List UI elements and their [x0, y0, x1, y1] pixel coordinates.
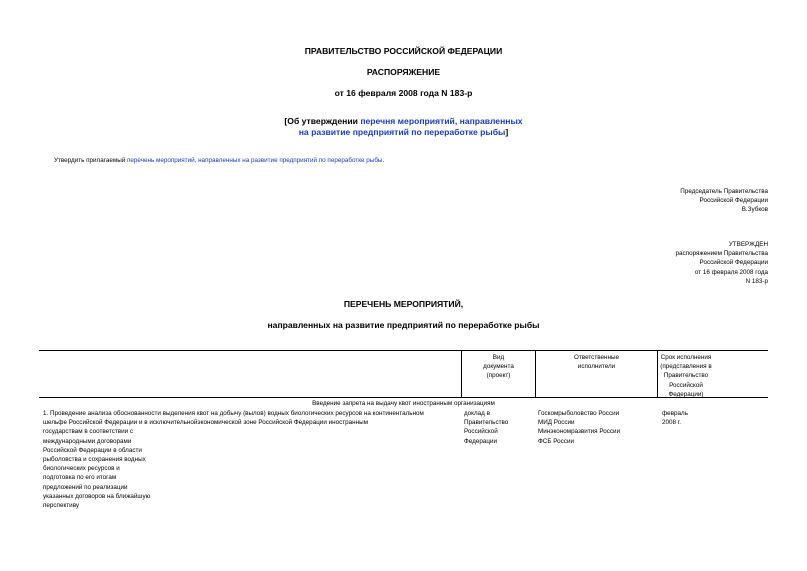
doc-type-text: доклад в	[464, 410, 490, 417]
header-text: Вид	[492, 354, 505, 361]
measure-text: перспективу	[43, 502, 80, 510]
deadline-text: февраль	[662, 410, 688, 417]
measure-text: биологических ресурсов и	[43, 465, 120, 473]
header-text: (проект)	[486, 372, 511, 380]
document-type: РАСПОРЯЖЕНИЕ	[366, 67, 441, 77]
executor-text: ФСБ России	[538, 437, 574, 445]
measure-text: подготовка по его итогам	[43, 474, 117, 482]
signature-line: Председатель Правительства	[680, 188, 768, 195]
executor-text: Минэкономразвития России	[538, 428, 621, 436]
doc-type-text: Федерации	[464, 437, 497, 445]
signature-name: В.Зубков	[741, 206, 768, 214]
subject-close-bracket: ]	[505, 127, 509, 137]
doc-type-text: Российской	[464, 428, 498, 436]
body-paragraph	[54, 156, 384, 165]
body-prefix: Утвердить прилагаемый	[54, 157, 128, 164]
header-deadline	[658, 353, 714, 399]
header-text: документа	[483, 363, 514, 371]
subject-open-bracket: [Об утверждении	[284, 116, 361, 126]
signature-block	[680, 187, 768, 215]
government-title: ПРАВИТЕЛЬСТВО РОССИЙСКОЙ ФЕДЕРАЦИИ	[304, 46, 503, 56]
measure-text: Российской Федерации в области	[43, 446, 142, 454]
document-date: от 16 февраля 2008 года N 183-р	[334, 88, 473, 98]
list-title: ПЕРЕЧЕНЬ МЕРОПРИЯТИЙ,	[343, 299, 464, 309]
subject-link-line2[interactable]: на развитие предприятий по переработке рыбы	[298, 127, 506, 137]
measure-text: 1. Проведение анализа обоснованности выделения квот на добычу (вылов) водных биологических ресурсов на континентальном	[43, 410, 424, 417]
executor-text: Госкомрыболовство России	[538, 410, 620, 417]
row-doc-type	[464, 409, 534, 446]
approval-line: N 183-р	[745, 277, 768, 285]
header-text: Ответственные	[574, 354, 619, 361]
row-executors	[538, 409, 656, 446]
executor-text: МИД России	[538, 419, 575, 427]
doc-type-text: Правительство	[464, 419, 509, 427]
header-executors	[536, 353, 657, 371]
header-text: Срок исполнения	[660, 354, 712, 361]
approval-line: УТВЕРЖДЕН	[728, 241, 768, 248]
measure-text: рыболовства и сохранения водных	[43, 456, 146, 464]
body-link[interactable]: перечень мероприятий, направленных на развитие предприятий по переработке рыбы	[127, 157, 383, 164]
subject-link-line1[interactable]: перечня мероприятий, направленных	[360, 116, 523, 126]
approval-block	[676, 240, 768, 286]
header-doc-type	[462, 353, 535, 381]
measure-text: указанных договоров на ближайшую	[43, 492, 151, 500]
deadline-text: 2008 г.	[662, 419, 682, 427]
row-deadline	[662, 409, 722, 427]
header-text: Правительство	[663, 372, 709, 380]
approval-line: Российской Федерации	[699, 259, 768, 267]
approval-line: от 16 февраля 2008 года	[694, 268, 768, 276]
header-text: (представления в	[660, 363, 712, 371]
document-subject	[0, 116, 807, 138]
table-row	[43, 409, 463, 510]
list-subtitle: направленных на развитие предприятий по переработке рыбы	[267, 320, 540, 330]
body-suffix: .	[382, 157, 385, 164]
approval-line: распоряжением Правительства	[675, 250, 768, 258]
table-section-title: Введение запрета на выдачу квот иностранным организациям	[312, 400, 495, 407]
header-text: Российской	[669, 381, 703, 389]
measure-text: шельфе Российской Федерации и в исключительнойэкономической зоне Российской Федерации иностранным	[43, 419, 368, 427]
header-text: исполнители	[577, 363, 616, 371]
table-top-border	[39, 350, 768, 351]
measure-text: государствам в соответствии с	[43, 428, 134, 436]
measure-text: международными договорами	[43, 437, 132, 445]
measure-text: предложений по реализации	[43, 483, 128, 491]
signature-line: Российской Федерации	[699, 197, 768, 205]
header-text: Федерации)	[668, 390, 704, 398]
